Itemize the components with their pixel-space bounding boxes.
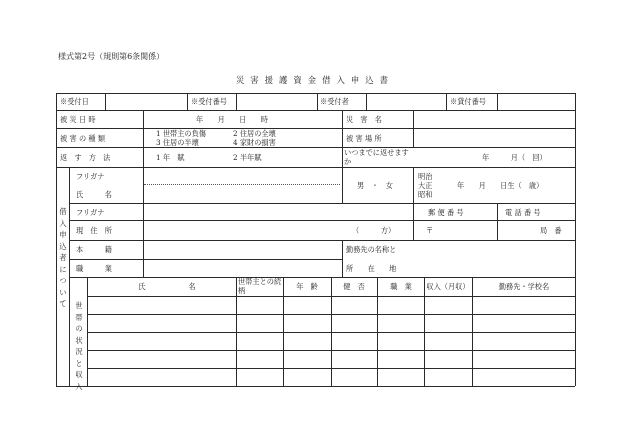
loan-number-label: ※貸付番号 — [450, 97, 486, 106]
receiver-label: ※受付者 — [320, 97, 349, 106]
rule — [56, 147, 575, 148]
era-showa: 昭和 — [418, 190, 433, 199]
rule — [56, 110, 575, 111]
phone-exchange: 局 番 — [540, 226, 562, 235]
repayment-method-label: 返 す 方 法 — [60, 153, 111, 162]
column-age: 年 齢 — [296, 282, 318, 291]
repayment-option: 2 半年賦 — [233, 153, 262, 162]
column-name: 氏 名 — [138, 282, 196, 291]
rule — [143, 110, 144, 167]
repayment-option: 1 年 賦 — [156, 153, 185, 162]
rule — [69, 203, 575, 204]
rule — [342, 110, 343, 167]
rule — [187, 93, 188, 110]
rule — [366, 93, 367, 110]
address-direction: （ 方） — [352, 226, 396, 235]
occupation-label: 職 業 — [76, 264, 112, 273]
gender-choice: 男 ・ 女 — [357, 181, 393, 190]
disaster-date-label: 被 災 日 時 — [60, 115, 96, 124]
era-taisho: 大正 — [418, 181, 433, 190]
column-occupation: 職 業 — [390, 282, 412, 291]
rule — [236, 93, 237, 110]
current-address-label: 現 住 所 — [76, 226, 112, 235]
birth-date: 年 月 日生（ 歳） — [457, 181, 544, 190]
applicant-section-label: 借入申込者について — [59, 207, 67, 308]
received-number-label: ※受付番号 — [191, 97, 227, 106]
document-title: 災害援護資金借入申込書 — [235, 75, 395, 85]
phone-number-label: 電 話 番 号 — [505, 208, 541, 217]
damage-option: 1 世帯主の負傷 — [156, 129, 206, 138]
rule — [69, 259, 342, 260]
column-income: 収入（月収） — [426, 282, 470, 291]
rule — [413, 110, 414, 147]
rule — [56, 167, 575, 168]
rule-bottom — [56, 386, 575, 387]
disaster-name-label: 災 害 名 — [346, 115, 382, 124]
received-date-label: ※受付日 — [60, 97, 89, 106]
postal-mark: 〒 — [426, 226, 434, 235]
form-number: 様式第2号（規則第6条関係） — [58, 52, 165, 61]
rule — [413, 167, 414, 203]
furigana-label: フリガナ — [76, 172, 105, 181]
column-health: 健 否 — [343, 282, 365, 291]
rule — [105, 93, 106, 110]
rule — [342, 240, 343, 277]
rule — [69, 220, 575, 221]
damage-option: 2 住居の全壊 — [233, 129, 276, 138]
domicile-label: 本 籍 — [76, 245, 112, 254]
rule — [69, 277, 70, 386]
repay-until-value: 年 月（ 回） — [482, 153, 547, 162]
rule — [497, 93, 498, 110]
disaster-date-value: 年 月 日 時 — [196, 115, 268, 124]
damage-type-label: 被 害 の 種 類 — [60, 134, 106, 143]
applicant-name-label: 氏 名 — [76, 190, 112, 199]
workplace-address-label: 所 在 地 — [346, 264, 397, 273]
rule — [497, 203, 498, 240]
rule — [413, 203, 414, 240]
rule — [377, 277, 378, 386]
damage-location-label: 被 害 場 所 — [346, 134, 382, 143]
repay-until-label: いつまでに返せますか — [344, 148, 409, 166]
postal-code-label: 郵 便 番 号 — [428, 208, 464, 217]
furigana-label-2: フリガナ — [76, 208, 105, 217]
rule — [472, 277, 473, 386]
rule — [56, 128, 575, 129]
workplace-name-label: 勤務先の名称と — [346, 245, 397, 254]
rule — [87, 277, 88, 386]
furigana-divider — [144, 184, 340, 185]
rule — [143, 167, 144, 277]
household-section-label: 世帯の状況と収入 — [75, 301, 83, 391]
era-meiji: 明治 — [418, 172, 433, 181]
rule — [424, 277, 425, 386]
damage-option: 4 家財の損害 — [233, 138, 276, 147]
rule — [446, 93, 447, 110]
rule — [342, 167, 343, 203]
rule — [317, 93, 318, 110]
rule-right — [575, 93, 576, 386]
rule — [69, 240, 575, 241]
damage-option: 3 住居の半壊 — [156, 138, 199, 147]
column-workplace-school: 勤務先・学校名 — [498, 282, 550, 291]
rule — [331, 277, 332, 386]
rule-left — [56, 93, 57, 386]
rule — [69, 167, 70, 277]
rule — [69, 277, 575, 278]
column-relationship: 世帯主との続柄 — [238, 277, 282, 295]
rule — [236, 277, 237, 386]
